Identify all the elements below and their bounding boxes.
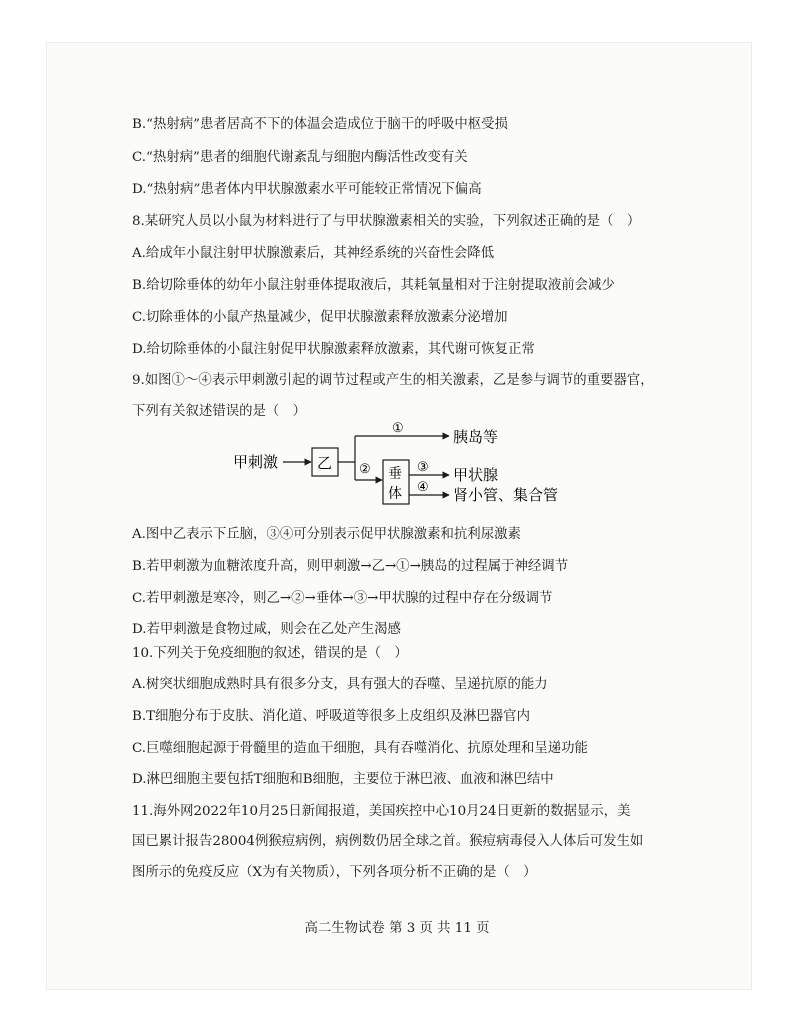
q9-option-c: C.若甲刺激是寒冷，则乙→②→垂体→③→甲状腺的过程中存在分级调节 xyxy=(132,591,553,606)
q9-stem: 9.如图①～④表示甲刺激引起的调节过程或产生的相关激素，乙是参与调节的重要器官， xyxy=(132,373,654,388)
target-kidney-tubules: 肾小管、集合管 xyxy=(453,486,559,504)
q11-stem-cont1: 国已累计报告28004例猴痘病例，病例数仍居全球之首。猴痘病毒侵入人体后可发生如 xyxy=(132,834,644,849)
label-4: ④ xyxy=(417,480,429,495)
q8-option-b: B.给切除垂体的幼年小鼠注射垂体提取液后，其耗氧量相对于注射提取液前会减少 xyxy=(132,278,615,293)
regulation-diagram xyxy=(225,420,585,516)
target-pancreas: 胰岛等 xyxy=(453,428,499,446)
q10-option-b: B.T细胞分布于皮肤、消化道、呼吸道等很多上皮组织及淋巴器官内 xyxy=(132,709,530,724)
page-footer: 高二生物试卷 第 3 页 共 11 页 xyxy=(304,921,490,936)
q7-option-d: D.“热射病”患者体内甲状腺激素水平可能较正常情况下偏高 xyxy=(132,182,482,197)
q7-option-b: B.“热射病”患者居高不下的体温会造成位于脑干的呼吸中枢受损 xyxy=(132,117,508,132)
q9-option-b: B.若甲刺激为血糖浓度升高，则甲刺激→乙→①→胰岛的过程属于神经调节 xyxy=(132,559,569,574)
q10-option-a: A.树突状细胞成熟时具有很多分支，具有强大的吞噬、呈递抗原的能力 xyxy=(132,677,548,692)
q8-stem: 8.某研究人员以小鼠为材料进行了与甲状腺激素相关的实验，下列叙述正确的是（ ） xyxy=(132,214,641,229)
q9-stem-cont: 下列有关叙述错误的是（ ） xyxy=(132,404,307,419)
pituitary-char2: 体 xyxy=(388,486,402,502)
q8-option-c: C.切除垂体的小鼠产热量减少，促甲状腺激素释放激素分泌增加 xyxy=(132,310,508,325)
label-2: ② xyxy=(359,462,371,477)
q9-option-d: D.若甲刺激是食物过咸，则会在乙处产生渴感 xyxy=(132,622,401,637)
stimulus-label: 甲刺激 xyxy=(233,453,279,471)
q7-option-c: C.“热射病”患者的细胞代谢紊乱与细胞内酶活性改变有关 xyxy=(132,150,468,165)
target-thyroid: 甲状腺 xyxy=(453,466,499,484)
q8-option-a: A.给成年小鼠注射甲状腺激素后，其神经系统的兴奋性会降低 xyxy=(132,246,495,261)
q10-option-d: D.淋巴细胞主要包括T细胞和B细胞，主要位于淋巴液、血液和淋巴结中 xyxy=(132,772,554,787)
q8-option-d: D.给切除垂体的小鼠注射促甲状腺激素释放激素，其代谢可恢复正常 xyxy=(132,342,535,357)
q10-option-c: C.巨噬细胞起源于骨髓里的造血干细胞，具有吞噬消化、抗原处理和呈递功能 xyxy=(132,741,588,756)
pituitary-char1: 垂 xyxy=(388,466,402,482)
q11-stem-cont2: 图所示的免疫反应（X为有关物质），下列各项分析不正确的是（ ） xyxy=(132,865,537,880)
q9-option-a: A.图中乙表示下丘脑，③④可分别表示促甲状腺激素和抗利尿激素 xyxy=(132,527,521,542)
label-1: ① xyxy=(392,421,404,436)
organ-label: 乙 xyxy=(317,454,333,472)
q10-stem: 10.下列关于免疫细胞的叙述，错误的是（ ） xyxy=(132,646,408,661)
q11-stem: 11.海外网2022年10月25日新闻报道，美国疾控中心10月24日更新的数据显示，美 xyxy=(132,804,631,819)
label-3: ③ xyxy=(417,460,429,475)
